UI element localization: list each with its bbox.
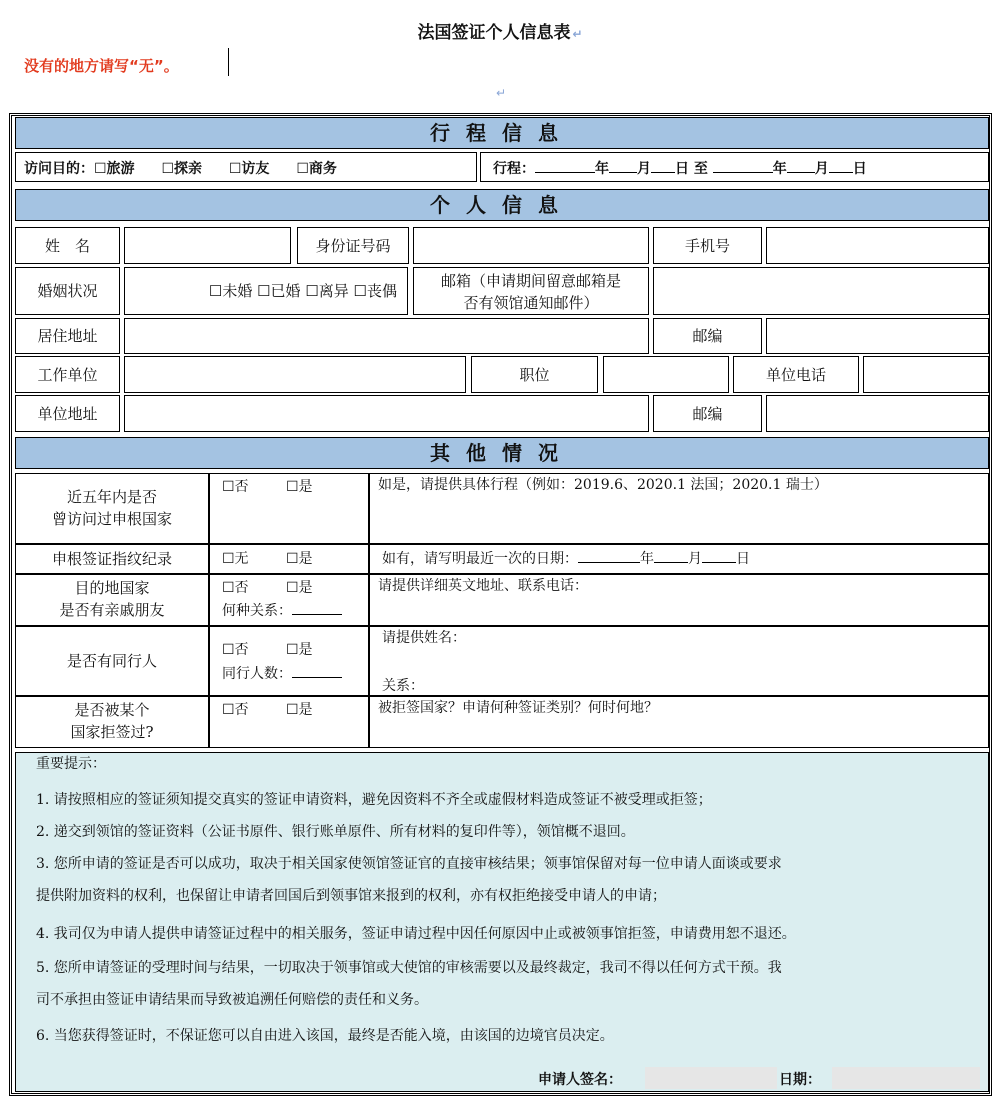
purpose-cell bbox=[15, 152, 477, 182]
email-field[interactable] bbox=[653, 267, 989, 315]
schengen-visits-detail[interactable]: 如是，请提供具体行程（例如：2019.6、2020.1 法国；2020.1 瑞士） bbox=[369, 473, 989, 544]
purpose-tourism-checkbox[interactable]: ☐旅游 bbox=[94, 161, 135, 177]
visa-refusal-no-checkbox[interactable]: ☐否 bbox=[222, 702, 249, 718]
companion-no-checkbox[interactable]: ☐否 bbox=[222, 642, 249, 658]
note-line-4: 提供附加资料的权利，也保留让申请者回国后到领事馆来报到的权利，亦有权拒绝接受申请人的申请； bbox=[36, 888, 666, 904]
date-field[interactable] bbox=[832, 1067, 980, 1089]
start-month-field[interactable] bbox=[609, 158, 637, 173]
end-month-field[interactable] bbox=[787, 158, 815, 173]
companion-options bbox=[209, 626, 369, 696]
fingerprint-yes-checkbox[interactable]: ☐是 bbox=[286, 551, 313, 567]
purpose-family-checkbox[interactable]: ☐探亲 bbox=[161, 161, 202, 177]
fingerprint-date-cell: 如有，请写明最近一次的日期： 年 月 日 bbox=[369, 544, 989, 574]
fingerprint-year-field[interactable] bbox=[578, 548, 640, 563]
trip-label: 行程： bbox=[493, 161, 535, 177]
companion-yes-checkbox[interactable]: ☐是 bbox=[286, 642, 313, 658]
relatives-detail[interactable]: 请提供详细英文地址、联系电话： bbox=[369, 574, 989, 626]
relation-label: 何种关系： bbox=[222, 603, 292, 619]
zip-field[interactable] bbox=[766, 318, 989, 354]
employer-label: 工作单位 bbox=[15, 356, 120, 393]
visa-refusal-detail[interactable]: 被拒签国家？申请何种签证类别？何时何地？ bbox=[369, 696, 989, 748]
work-phone-label: 单位电话 bbox=[733, 356, 859, 393]
signature-label: 申请人签名： bbox=[538, 1072, 622, 1088]
residential-address-label: 居住地址 bbox=[15, 318, 120, 354]
date-label: 日期： bbox=[779, 1072, 821, 1088]
start-year-field[interactable] bbox=[535, 158, 595, 173]
phone-field[interactable] bbox=[766, 227, 989, 264]
end-year-field[interactable] bbox=[713, 158, 773, 173]
fingerprint-month-field[interactable] bbox=[654, 548, 688, 563]
itinerary-header: 行程信息 bbox=[15, 117, 989, 149]
end-day-field[interactable] bbox=[829, 158, 853, 173]
position-label: 职位 bbox=[471, 356, 598, 393]
purpose-business-checkbox[interactable]: ☐商务 bbox=[296, 161, 337, 177]
phone-label: 手机号 bbox=[653, 227, 762, 264]
note-line-7: 司不承担由签证申请结果而导致被追溯任何赔偿的责任和义务。 bbox=[36, 992, 428, 1008]
relation-field[interactable] bbox=[292, 600, 342, 615]
note-line-5: 4. 我司仅为申请人提供申请签证过程中的相关服务，签证申请过程中因任何原因中止或被领事馆拒签，申请费用恕不退还。 bbox=[36, 926, 796, 942]
fill-instruction: 没有的地方请写“无”。 bbox=[24, 57, 179, 75]
other-header: 其他情况 bbox=[15, 437, 989, 469]
note-line-2: 2. 递交到领馆的签证资料（公证书原件、银行账单原件、所有材料的复印件等），领馆概不退回。 bbox=[36, 824, 635, 840]
work-phone-field[interactable] bbox=[863, 356, 989, 393]
text-cursor bbox=[228, 48, 229, 76]
purpose-label: 访问目的： bbox=[24, 161, 94, 177]
marital-status-label: 婚姻状况 bbox=[15, 267, 120, 315]
signature-field[interactable] bbox=[645, 1067, 777, 1089]
companion-detail[interactable]: 请提供姓名： 关系： bbox=[369, 626, 989, 696]
zip-field-2[interactable] bbox=[766, 395, 989, 432]
relatives-options bbox=[209, 574, 369, 626]
relatives-yes-checkbox[interactable]: ☐是 bbox=[286, 580, 313, 596]
residential-address-field[interactable] bbox=[124, 318, 649, 354]
visa-refusal-label: 是否被某个 国家拒签过? bbox=[15, 696, 209, 748]
schengen-visits-yes-checkbox[interactable]: ☐是 bbox=[286, 479, 313, 495]
companion-count-field[interactable] bbox=[292, 663, 342, 678]
zip-label: 邮编 bbox=[653, 318, 762, 354]
note-line-6: 5. 您所申请签证的受理时间与结果，一切取决于领事馆或大使馆的审核需要以及最终裁定，我司不得以任何方式干预。我 bbox=[36, 960, 782, 976]
personal-header: 个人信息 bbox=[15, 189, 989, 221]
companion-label: 是否有同行人 bbox=[15, 626, 209, 696]
name-label: 姓 名 bbox=[15, 227, 120, 264]
fingerprint-day-field[interactable] bbox=[702, 548, 736, 563]
note-line-8: 6. 当您获得签证时，不保证您可以自由进入该国，最终是否能入境，由该国的边境官员决定。 bbox=[36, 1028, 614, 1044]
paragraph-mark: ↵ bbox=[496, 86, 507, 100]
schengen-visits-options bbox=[209, 473, 369, 544]
start-day-field[interactable] bbox=[651, 158, 675, 173]
marital-status-options[interactable]: ☐未婚 ☐已婚 ☐离异 ☐丧偶 bbox=[124, 267, 408, 315]
employer-field[interactable] bbox=[124, 356, 466, 393]
relatives-no-checkbox[interactable]: ☐否 bbox=[222, 580, 249, 596]
work-address-label: 单位地址 bbox=[15, 395, 120, 432]
note-line-3: 3. 您所申请的签证是否可以成功，取决于相关国家使领馆签证官的直接审核结果；领事馆保留对每一位申请人面谈或要求 bbox=[36, 856, 782, 872]
fingerprint-no-checkbox[interactable]: ☐无 bbox=[222, 551, 249, 567]
notes-title: 重要提示： bbox=[36, 756, 106, 772]
trip-dates-cell: 行程： 年 月 日 至 年 月 日 bbox=[480, 152, 989, 182]
fingerprint-record-label: 申根签证指纹纪录 bbox=[15, 544, 209, 574]
visa-refusal-options bbox=[209, 696, 369, 748]
fingerprint-record-options bbox=[209, 544, 369, 574]
page-title: 法国签证个人信息表 ↵ bbox=[417, 23, 583, 43]
relatives-label: 目的地国家 是否有亲戚朋友 bbox=[15, 574, 209, 626]
id-number-field[interactable] bbox=[413, 227, 649, 264]
zip-label-2: 邮编 bbox=[653, 395, 762, 432]
companion-count-label: 同行人数： bbox=[222, 666, 292, 682]
note-line-1: 1. 请按照相应的签证须知提交真实的签证申请资料，避免因资料不齐全或虚假材料造成签证不被受理或拒签； bbox=[36, 792, 712, 808]
important-notes bbox=[15, 752, 989, 1092]
email-label: 邮箱（申请期间留意邮箱是 否有领馆通知邮件） bbox=[413, 267, 649, 315]
schengen-visits-label: 近五年内是否 曾访问过申根国家 bbox=[15, 473, 209, 544]
position-field[interactable] bbox=[603, 356, 729, 393]
schengen-visits-no-checkbox[interactable]: ☐否 bbox=[222, 479, 249, 495]
id-number-label: 身份证号码 bbox=[297, 227, 409, 264]
visa-refusal-yes-checkbox[interactable]: ☐是 bbox=[286, 702, 313, 718]
work-address-field[interactable] bbox=[124, 395, 649, 432]
name-field[interactable] bbox=[124, 227, 291, 264]
purpose-friends-checkbox[interactable]: ☐访友 bbox=[228, 161, 270, 177]
